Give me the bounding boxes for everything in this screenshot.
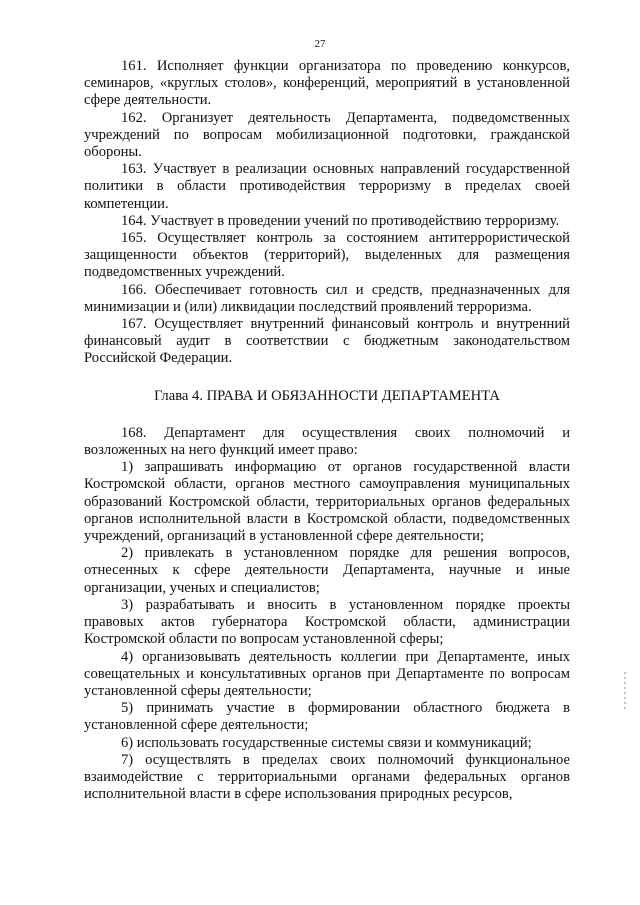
page-number: 27 — [314, 38, 326, 50]
paragraph-161: 161. Исполняет функции организатора по проведению конкурсов, семинаров, «круглых столов», конференций, мероприятий в установленной сфере деятельности. — [84, 58, 570, 109]
chapter-heading: Глава 4. ПРАВА И ОБЯЗАННОСТИ ДЕПАРТАМЕНТА — [154, 387, 500, 404]
scan-margin-mark — [624, 672, 626, 712]
paragraph-164: 164. Участвует в проведении учений по противодействию терроризму. — [121, 212, 560, 229]
paragraph-165: 165. Осуществляет контроль за состоянием антитеррористической защищенности объектов (территорий), выделенных для размещения подведомственных учреждений. — [84, 230, 570, 281]
paragraph-168: 168. Департамент для осуществления своих полномочий и возложенных на него функций имеет право: — [84, 424, 570, 459]
list-item-7: 7) осуществлять в пределах своих полномочий функциональное взаимодействие с территориальными органами федеральных органов исполнительной власти в сфере использования природных ресурсов, — [84, 751, 570, 803]
paragraph-163: 163. Участвует в реализации основных направлений государственной политики в области противодействия терроризму в пределах своей компетенции. — [84, 161, 570, 212]
document-body — [84, 58, 570, 803]
list-item-2: 2) привлекать в установленном порядке для решения вопросов, отнесенных к сфере деятельности Департамента, научные и иные организации, ученых и специалистов; — [84, 545, 570, 596]
list-item-5: 5) принимать участие в формировании областного бюджета в установленной сфере деятельности; — [84, 700, 570, 734]
list-item-1: 1) запрашивать информацию от органов государственной власти Костромской области, органов местного самоуправления муниципальных образований Костромской области, территориальных органов федеральных органов исполнительной власти в Костромской области, подведомственных учреждений, организаций в установленной сфере деятельности; — [84, 459, 570, 545]
paragraph-166: 166. Обеспечивает готовность сил и средств, предназначенных для минимизации и (или) ликвидации последствий проявлений терроризма. — [84, 281, 570, 315]
list-item-3: 3) разрабатывать и вносить в установленном порядке проекты правовых актов губернатора Костромской области, администрации Костромской области по вопросам установленной сферы; — [84, 596, 570, 648]
list-item-6: 6) использовать государственные системы связи и коммуникаций; — [121, 734, 532, 751]
list-item-4: 4) организовывать деятельность коллегии при Департаменте, иных совещательных и консультативных органов при Департаменте по вопросам установленной сферы деятельности; — [84, 648, 570, 699]
paragraph-167: 167. Осуществляет внутренний финансовый контроль и внутренний финансовый аудит в соответствии с бюджетным законодательством Российской Федерации. — [84, 316, 570, 367]
paragraph-162: 162. Организует деятельность Департамента, подведомственных учреждений по вопросам мобилизационной подготовки, гражданской обороны. — [84, 109, 570, 161]
